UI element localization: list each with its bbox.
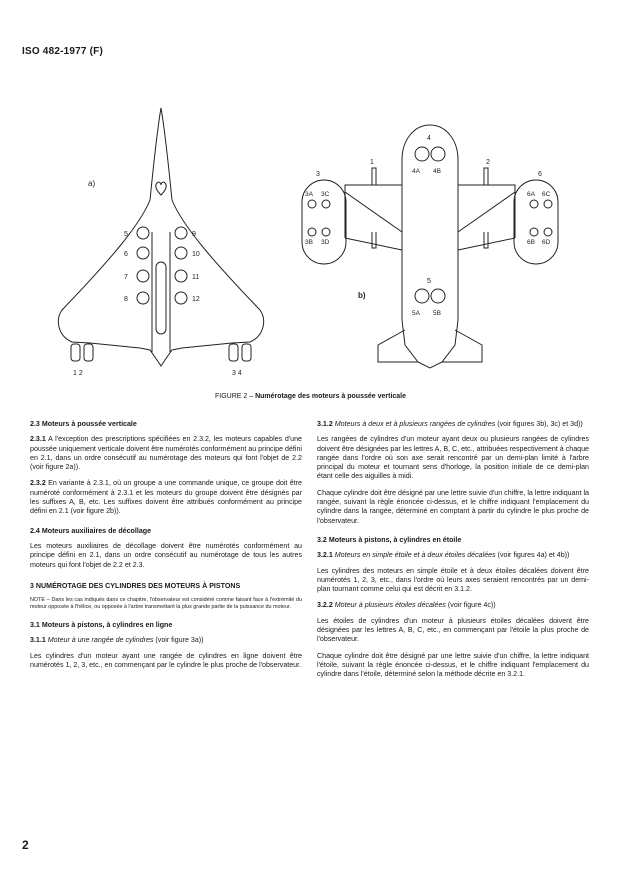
section-3-1-2-ref: (voir figures 3b), 3c) et 3d)) [495, 420, 583, 428]
section-2-4-title: 2.4 Moteurs auxiliaires de décollage [30, 526, 152, 535]
b-label-3d: 3D [321, 239, 330, 246]
section-3-2-2-italic: Moteur à plusieurs étoiles décalées [332, 601, 446, 610]
section-2-3-1 [30, 435, 302, 472]
engine-label-8: 8 [124, 296, 128, 303]
b-label-4b: 4B [433, 168, 441, 175]
section-3-2-title: 3.2 Moteurs à pistons, à cylindres en étoile [317, 535, 462, 544]
section-2-4-text: Les moteurs auxiliaires de décollage doivent être numérotés conformément au principe défini en 2.1, dans un ordre consécutif au numérotage de tous les autres moteurs qui font l'objet de 2.2 et 2.3. [30, 541, 302, 569]
figure-a-label: a) [88, 179, 96, 188]
b-label-4: 4 [427, 135, 431, 142]
b-label-6c: 6C [542, 191, 551, 198]
section-3-1-1-number: 3.1.1 [30, 636, 46, 645]
nacelle-label-1-2: 1 2 [73, 370, 83, 377]
section-3-2-2-heading [317, 601, 589, 610]
section-3-1-1-heading [30, 636, 302, 645]
section-2-3-1-text: A l'exception des prescriptions spécifiées en 2.3.2, les moteurs capables d'une poussée uniquement verticale doivent être numérotés conformément au principe défini en 2.1, dans un ordre consécutif au numérotage des moteurs qui font l'objet de 2.2 (voir figure 2a)). [30, 435, 302, 472]
section-3-1-1-italic: Moteur à une rangée de cylindres [45, 636, 154, 645]
section-3-2-1-italic: Moteurs en simple étoile et à deux étoiles décalées [332, 551, 496, 560]
b-label-3a: 3A [305, 191, 313, 198]
b-label-3c: 3C [321, 191, 330, 198]
section-2-3-1-number: 2.3.1 [30, 435, 46, 444]
b-label-3: 3 [316, 171, 320, 178]
section-3-1-title: 3.1 Moteurs à pistons, à cylindres en ligne [30, 620, 173, 629]
section-3-note: NOTE – Dans les cas indiqués dans ce chapitre, l'observateur est considéré comme faisant face à l'extrémité du moteur opposée à l'hélice, ou opposée à l'arbre transmettant la plus grande partie de la puissance du moteur. [30, 597, 302, 611]
section-3-2-1-number: 3.2.1 [317, 551, 333, 560]
b-label-2: 2 [486, 159, 490, 166]
section-2-3-title: 2.3 Moteurs à poussée verticale [30, 420, 137, 428]
aircraft-b-drawing [302, 125, 558, 368]
b-label-6: 6 [538, 171, 542, 178]
section-2-3-2-number: 2.3.2 [30, 479, 46, 488]
section-3-1-1-ref: (voir figure 3a)) [153, 636, 204, 645]
section-3-1-2-heading [317, 420, 589, 429]
b-label-1: 1 [370, 159, 374, 166]
figure-2 [0, 0, 621, 400]
b-label-5: 5 [427, 278, 431, 285]
engine-label-12: 12 [192, 296, 200, 303]
section-3-2-2-paragraph-2: Chaque cylindre doit être désigné par une lettre suivie d'un chiffre, la lettre indiquant l'étoile, suivant la règle énoncée ci-dessus, et le chiffre indiquant l'emplacement du cylindre dans l'étoile, déterminé selon la méthode décrite en 3.2.1. [317, 651, 589, 679]
b-label-6b: 6B [527, 239, 535, 246]
document-code: ISO 482-1977 (F) [22, 46, 104, 57]
engine-label-11: 11 [192, 274, 200, 281]
section-3-1-2-number: 3.1.2 [317, 420, 333, 428]
b-label-3b: 3B [305, 239, 313, 246]
figure-b-label: b) [358, 291, 366, 300]
section-3-2-1-heading [317, 551, 589, 560]
caption-title: Numérotage des moteurs à poussée verticale [255, 393, 407, 400]
section-3-2-2-number: 3.2.2 [317, 601, 333, 610]
right-column [317, 420, 589, 687]
engine-label-5: 5 [124, 231, 128, 238]
b-label-4a: 4A [412, 168, 420, 175]
section-2-3-2-text: En variante à 2.3.1, où un groupe a une commande unique, ce groupe doit être numéroté conformément à 2.3.1 et les moteurs du groupe doivent être désignés par les suffixes A, B, etc. Les suffixes doivent être attribués conformément au principe défini en 2.1 (voir figure 2b)). [30, 479, 302, 516]
section-3-2-1-text: Les cylindres des moteurs en simple étoile et à deux étoiles décalées doivent être numérotés 1, 2, 3, etc., dans l'ordre où leurs axes seraient rencontrés par un demi-plan tournant comme celui qui est décrit en 3.1.2. [317, 566, 589, 594]
caption-prefix: FIGURE 2 – [214, 393, 256, 400]
b-label-6d: 6D [542, 239, 551, 246]
figure-caption [0, 393, 621, 400]
section-3-1-1-text: Les cylindres d'un moteur ayant une rangée de cylindres en ligne doivent être numérotés 1, 2, 3, etc., en commençant par le cylindre le plus proche de l'observateur. [30, 651, 302, 669]
section-3-1-2-paragraph-1: Les rangées de cylindres d'un moteur ayant deux ou plusieurs rangées de cylindres doivent être désignées par les lettres A, B, C, etc., attribuées respectivement à chaque rangée dans l'ordre où son axe serait rencontré par un demi-plan limité à l'arbre principal du moteur et tournant sens d'horloge, la position initiale de ce demi-plan étant celle des aiguilles à midi. [317, 435, 589, 481]
engine-label-7: 7 [124, 274, 128, 281]
section-3-2-1-ref: (voir figures 4a) et 4b)) [495, 551, 570, 560]
page-number: 2 [22, 838, 29, 852]
section-3-2-2-paragraph-1: Les étoiles de cylindres d'un moteur à plusieurs étoiles décalées doivent être désignées par les lettres A, B, C, etc., en commençant par l'étoile la plus proche de l'observateur. [317, 616, 589, 644]
engine-label-10: 10 [192, 251, 200, 258]
nacelle-label-3-4: 3 4 [232, 370, 242, 377]
section-3-1-2-paragraph-2: Chaque cylindre doit être désigné par une lettre suivie d'un chiffre, la lettre indiquant la rangée, suivant la règle énoncée ci-dessus, et le chiffre indiquant l'emplacement du cylindre dans la rangée, déterminé en comptant à partir du cylindre le plus proche de l'observateur. [317, 488, 589, 525]
b-label-6a: 6A [527, 191, 535, 198]
section-3-title: 3 NUMÉROTAGE DES CYLINDRES DES MOTEURS À PISTONS [30, 581, 241, 590]
engine-label-9: 9 [192, 231, 196, 238]
b-label-5b: 5B [433, 310, 441, 317]
engine-label-6: 6 [124, 251, 128, 258]
left-column [30, 420, 302, 677]
aircraft-a-drawing [58, 108, 263, 366]
b-label-5a: 5A [412, 310, 420, 317]
section-3-2-2-ref: (voir figure 4c)) [445, 601, 496, 610]
section-3-1-2-italic: Moteurs à deux et à plusieurs rangées de cylindres [332, 420, 496, 428]
section-2-3-2 [30, 479, 302, 516]
